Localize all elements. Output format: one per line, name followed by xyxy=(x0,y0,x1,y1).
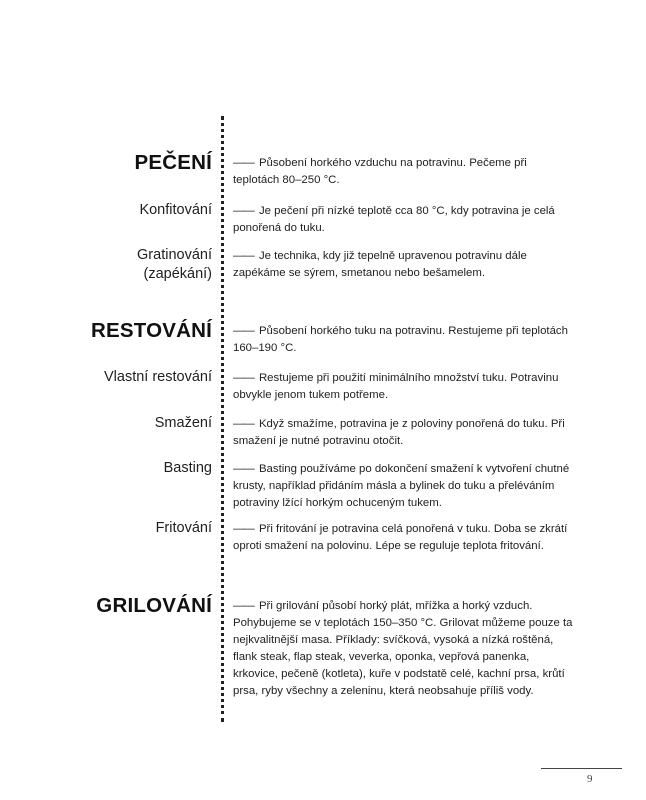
definition-grilovani: —— Při grilování působí horký plát, mřížka a horký vzduch. Pohybujeme se v teplotách 150–350 °C. Grilovat můžeme pouze ta nejkvalitnější masa. Příklady: svíčková, vysoká a nízká roštěná, flank steak, flap steak, veverka, oponka, vepřová panenka, krkovice, pečeně (kotleta), kuře v podstatě celé, kachní prsa, krůtí prsa, ryby všechny a zeleninu, která neobsahuje příliš vody. xyxy=(233,600,573,697)
em-dash: —— xyxy=(233,250,254,262)
em-dash: —— xyxy=(233,463,254,475)
definition-gratinovani: —— Je technika, kdy již tepelně upravenou potravinu dále zapékáme se sýrem, smetanou nebo bešamelem. xyxy=(233,250,527,279)
definition-fritovani: —— Při fritování je potravina celá ponořená v tuku. Doba se zkrátí oproti smažení na polovinu. Lépe se reguluje teplota fritování. xyxy=(233,523,568,552)
footer-rule xyxy=(541,768,622,769)
term-smazeni: Smažení xyxy=(154,415,212,431)
definition-restovani: —— Působení horkého tuku na potravinu. Restujeme při teplotách 160–190 °C. xyxy=(233,325,568,354)
term-gratinovani: Gratinování (zapékání) xyxy=(137,247,212,282)
dotted-divider xyxy=(221,116,224,722)
page-number: 9 xyxy=(587,773,593,785)
definition-peceni: —— Působení horkého vzduchu na potravinu. Pečeme při teplotách 80–250 °C. xyxy=(233,157,527,186)
term-grilovani: GRILOVÁNÍ xyxy=(96,594,212,617)
definition-smazeni: —— Když smažíme, potravina je z poloviny ponořená do tuku. Při smažení je nutné potravinu otočit. xyxy=(233,418,565,447)
term-konfitovani: Konfitování xyxy=(139,202,212,218)
definition-vlastni-restovani: —— Restujeme při použití minimálního množství tuku. Potravinu obvykle jenom tukem potřeme. xyxy=(233,372,559,401)
term-fritovani: Fritování xyxy=(155,520,212,536)
term-peceni: PEČENÍ xyxy=(134,151,212,174)
term-vlastni-restovani: Vlastní restování xyxy=(104,369,212,385)
em-dash: —— xyxy=(233,372,254,384)
term-basting: Basting xyxy=(163,460,212,476)
definition-konfitovani: —— Je pečení při nízké teplotě cca 80 °C, kdy potravina je celá ponořená do tuku. xyxy=(233,205,555,234)
em-dash: —— xyxy=(233,523,254,535)
em-dash: —— xyxy=(233,600,254,612)
em-dash: —— xyxy=(233,325,254,337)
definition-basting: —— Basting používáme po dokončení smažení k vytvoření chutné krusty, například přidáním másla a bylinek do tuku a přeléváním potraviny lžící horkým ochuceným tukem. xyxy=(233,463,570,509)
em-dash: —— xyxy=(233,205,254,217)
em-dash: —— xyxy=(233,157,254,169)
em-dash: —— xyxy=(233,418,254,430)
term-restovani: RESTOVÁNÍ xyxy=(90,319,212,342)
